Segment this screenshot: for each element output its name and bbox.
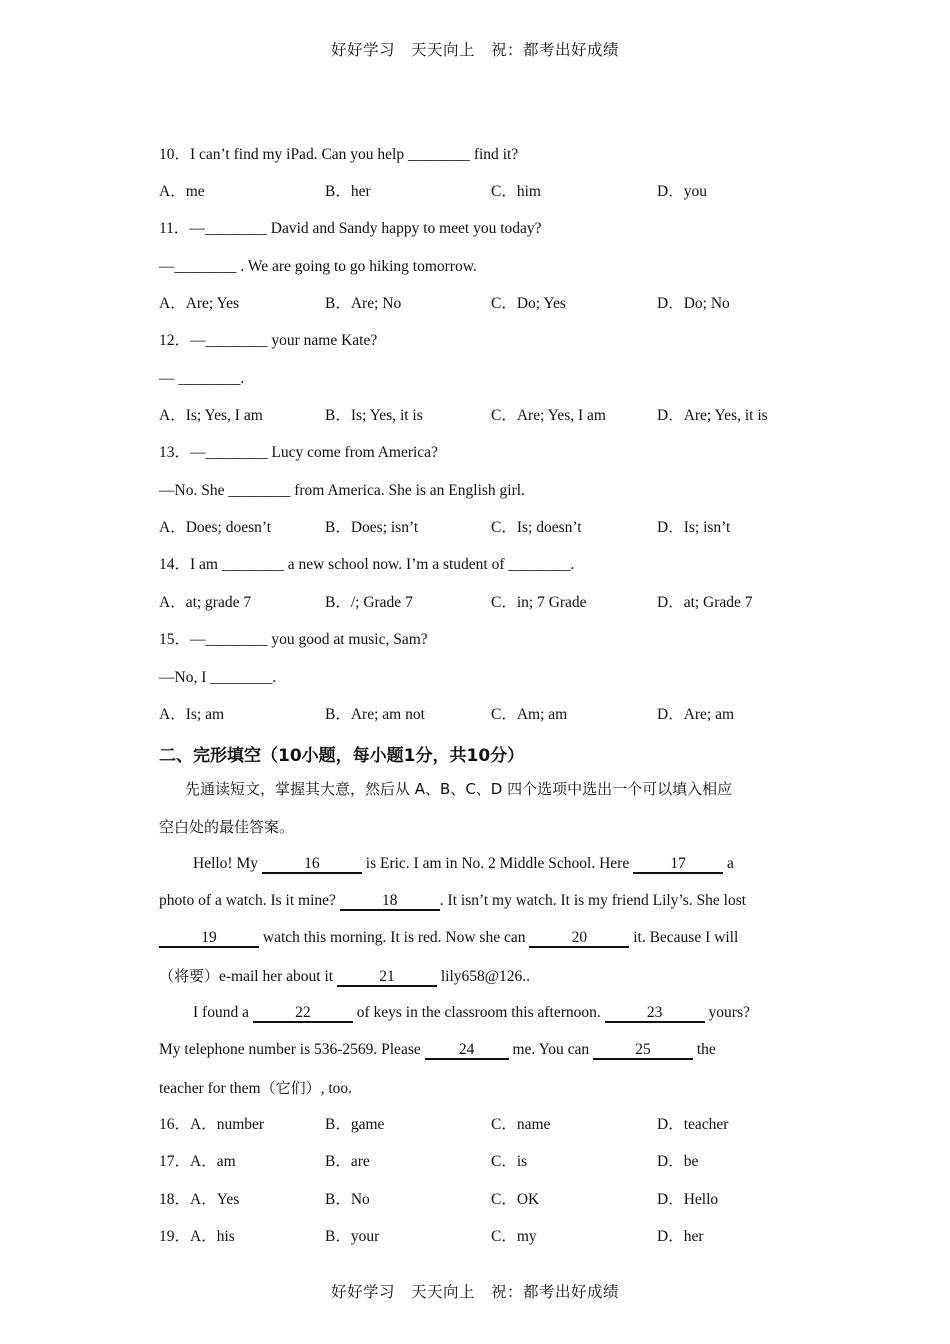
question-12-option-c: C．Are; Yes, I am bbox=[491, 407, 606, 424]
question-13-option-b: B．Does; isn’t bbox=[325, 519, 419, 536]
cloze-19-option-c: C．my bbox=[491, 1228, 537, 1245]
passage-text: （它们） bbox=[260, 1079, 321, 1097]
passage-line bbox=[193, 854, 734, 874]
passage-text: （将要） bbox=[159, 967, 220, 985]
cloze-17-option-d: D．be bbox=[657, 1153, 699, 1170]
passage-text: . It isn’t my watch. It is my friend Lily’s. She lost bbox=[439, 892, 747, 909]
passage-line bbox=[193, 1003, 750, 1023]
cloze-17-option-c: C．is bbox=[491, 1153, 528, 1170]
question-10-option-d: D．you bbox=[657, 183, 707, 200]
passage-text: My telephone number is 536-2569. Please bbox=[159, 1041, 425, 1058]
cloze-16-option-b: B．game bbox=[325, 1116, 385, 1133]
passage-text: is Eric. I am in No. 2 Middle School. Here bbox=[361, 855, 634, 872]
blank-23: 23 bbox=[605, 1005, 705, 1023]
question-11-option-c: C．Do; Yes bbox=[491, 295, 566, 312]
passage-text: me. You can bbox=[508, 1041, 593, 1058]
question-10-stem: 10．I can’t find my iPad. Can you help ________ find it? bbox=[159, 146, 519, 163]
question-14-option-a: A．at; grade 7 bbox=[159, 594, 252, 611]
question-15-option-b: B．Are; am not bbox=[325, 706, 425, 723]
question-15-option-d: D．Are; am bbox=[657, 706, 735, 723]
blank-16: 16 bbox=[262, 856, 362, 874]
blank-24: 24 bbox=[425, 1042, 509, 1060]
question-10-option-a: A．me bbox=[159, 183, 205, 200]
question-14-option-b: B．/; Grade 7 bbox=[325, 594, 413, 611]
question-12-reply: — ________. bbox=[159, 370, 245, 387]
passage-text: of keys in the classroom this afternoon. bbox=[352, 1004, 605, 1021]
blank-19: 19 bbox=[159, 930, 259, 948]
cloze-17-option-a: 17．A．am bbox=[159, 1153, 236, 1170]
question-13-reply: —No. She ________ from America. She is an English girl. bbox=[159, 482, 525, 499]
question-10-option-b: B．her bbox=[325, 183, 371, 200]
question-11-option-a: A．Are; Yes bbox=[159, 295, 240, 312]
passage-text: I found a bbox=[193, 1004, 253, 1021]
cloze-19-option-b: B．your bbox=[325, 1228, 380, 1245]
passage-text: it. Because I will bbox=[629, 929, 739, 946]
blank-22: 22 bbox=[253, 1005, 353, 1023]
passage-line bbox=[159, 1078, 352, 1099]
passage-line bbox=[159, 891, 746, 911]
question-11-option-d: D．Do; No bbox=[657, 295, 730, 312]
blank-17: 17 bbox=[633, 856, 723, 874]
passage-text: , too. bbox=[320, 1080, 353, 1097]
question-15-stem: 15．—________ you good at music, Sam? bbox=[159, 631, 428, 648]
cloze-18-option-a: 18．A．Yes bbox=[159, 1191, 240, 1208]
passage-text: Hello! My bbox=[193, 855, 262, 872]
cloze-16-option-a: 16．A．number bbox=[159, 1116, 265, 1133]
question-14-option-d: D．at; Grade 7 bbox=[657, 594, 753, 611]
blank-21: 21 bbox=[337, 969, 437, 987]
question-14-stem: 14．I am ________ a new school now. I’m a student of ________. bbox=[159, 556, 575, 573]
passage-text: e-mail her about it bbox=[219, 968, 337, 985]
section-2-title: 二、完形填空（10小题，每小题1分，共10分） bbox=[159, 746, 525, 766]
question-13-option-d: D．Is; isn’t bbox=[657, 519, 731, 536]
question-15-option-c: C．Am; am bbox=[491, 706, 568, 723]
question-15-option-a: A．Is; am bbox=[159, 706, 225, 723]
question-13-option-c: C．Is; doesn’t bbox=[491, 519, 582, 536]
blank-25: 25 bbox=[593, 1042, 693, 1060]
passage-line bbox=[159, 928, 738, 948]
section-2-instruction: 先通读短文，掌握其大意，然后从 A、B、C、D 四个选项中选出一个可以填入相应 bbox=[185, 780, 733, 798]
passage-line bbox=[159, 966, 530, 987]
page-footer: 好好学习 天天向上 祝：都考出好成绩 bbox=[330, 1283, 619, 1301]
cloze-16-option-d: D．teacher bbox=[657, 1116, 729, 1133]
blank-20: 20 bbox=[529, 930, 629, 948]
passage-text: yours? bbox=[704, 1004, 750, 1021]
passage-text: photo of a watch. Is it mine? bbox=[159, 892, 340, 909]
question-12-option-a: A．Is; Yes, I am bbox=[159, 407, 263, 424]
question-10-option-c: C．him bbox=[491, 183, 541, 200]
page-header: 好好学习 天天向上 祝：都考出好成绩 bbox=[330, 41, 619, 59]
cloze-19-option-a: 19．A．his bbox=[159, 1228, 235, 1245]
question-12-option-d: D．Are; Yes, it is bbox=[657, 407, 768, 424]
passage-text: the bbox=[693, 1041, 716, 1058]
passage-text: watch this morning. It is red. Now she can bbox=[259, 929, 530, 946]
question-11-reply: —________ . We are going to go hiking tomorrow. bbox=[159, 258, 477, 275]
section-2-instruction-cont: 空白处的最佳答案。 bbox=[159, 818, 295, 836]
question-12-option-b: B．Is; Yes, it is bbox=[325, 407, 423, 424]
cloze-18-option-c: C．OK bbox=[491, 1191, 540, 1208]
question-14-option-c: C．in; 7 Grade bbox=[491, 594, 587, 611]
blank-18: 18 bbox=[340, 893, 440, 911]
cloze-16-option-c: C．name bbox=[491, 1116, 551, 1133]
question-15-reply: —No, I ________. bbox=[159, 669, 277, 686]
question-12-stem: 12．—________ your name Kate? bbox=[159, 332, 378, 349]
cloze-18-option-d: D．Hello bbox=[657, 1191, 719, 1208]
passage-line bbox=[159, 1040, 716, 1060]
passage-text: lily658@126.. bbox=[436, 968, 531, 985]
question-11-stem: 11．—________ David and Sandy happy to meet you today? bbox=[159, 220, 542, 237]
cloze-18-option-b: B．No bbox=[325, 1191, 370, 1208]
cloze-19-option-d: D．her bbox=[657, 1228, 704, 1245]
passage-text: a bbox=[723, 855, 734, 872]
cloze-17-option-b: B．are bbox=[325, 1153, 370, 1170]
question-11-option-b: B．Are; No bbox=[325, 295, 402, 312]
question-13-option-a: A．Does; doesn’t bbox=[159, 519, 272, 536]
question-13-stem: 13．—________ Lucy come from America? bbox=[159, 444, 438, 461]
passage-text: teacher for them bbox=[159, 1080, 261, 1097]
